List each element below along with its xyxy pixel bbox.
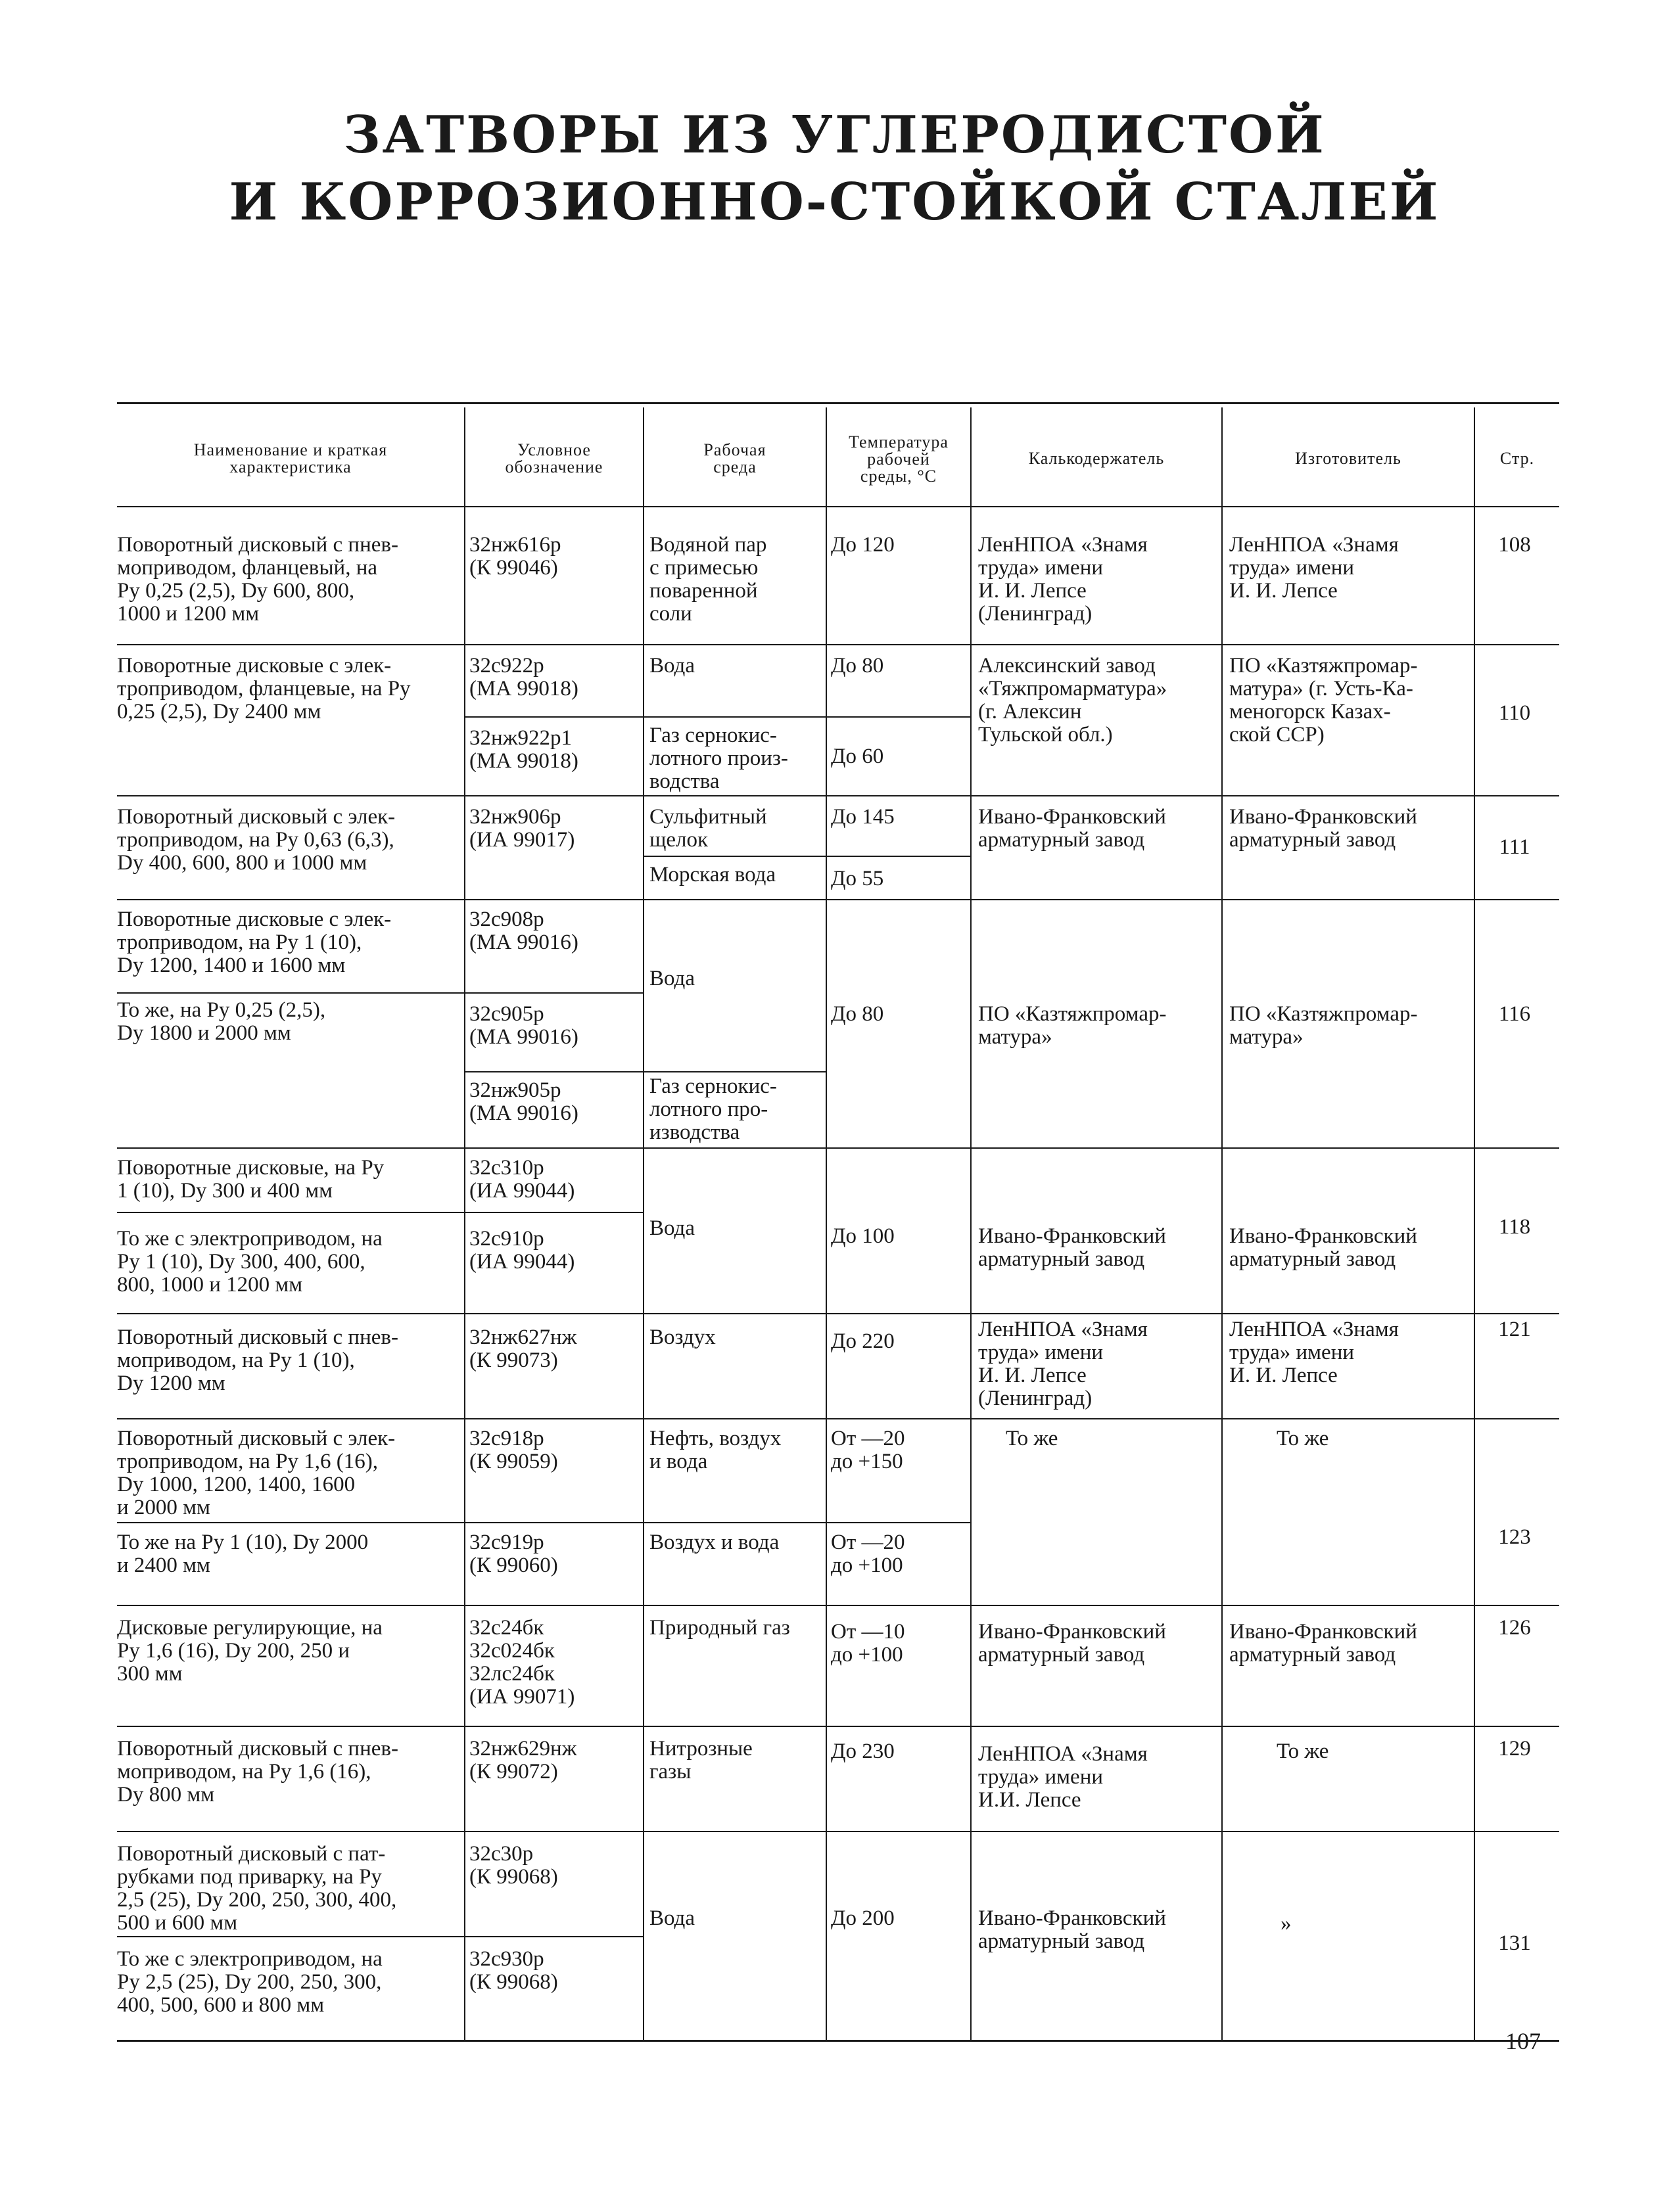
table-cell-page: 126 [1498,1616,1531,1640]
page-title-line-2: И КОРРОЗИОННО-СТОЙКОЙ СТАЛЕЙ [229,172,1440,232]
sub-rule [464,1071,826,1072]
table-cell-temperature: До 200 [831,1906,895,1930]
table-cell-temperature: До 145 [831,805,895,829]
header-temperature: Температура рабочей среды, °С [849,432,949,486]
table-cell-maker: Ивано-Франковский арматурный завод [1229,805,1417,852]
table-cell-designation: 32нж627нж (К 99073) [469,1325,577,1372]
table-cell-holder: То же [1006,1427,1058,1450]
header-name: Наименование и краткая характеристика [193,440,388,476]
table-cell-maker: » [1281,1912,1292,1935]
table-cell-maker: Ивано-Франковский арматурный завод [1229,1224,1417,1271]
row-rule [117,644,1559,645]
table-cell-holder: Ивано-Франковский арматурный завод [978,1906,1166,1953]
table-cell-page: 108 [1498,533,1531,557]
page-number: 107 [1505,2028,1541,2054]
table-cell-temperature: До 80 [831,1002,884,1026]
table-cell-medium: Вода [649,1216,695,1240]
table-cell-designation: 32нж616р (К 99046) [469,533,561,580]
row-rule [117,795,1559,796]
table-cell-designation: 32с905р (МА 99016) [469,1002,578,1049]
table-cell-temperature: До 55 [831,867,884,890]
header-designation: Условное обозначение [505,440,603,476]
page-title-line-1: ЗАТВОРЫ ИЗ УГЛЕРОДИСТОЙ [343,105,1326,165]
table-cell-name: Поворотные дисковые с элек- троприводом, на Pу 1 (10), Dу 1200, 1400 и 1600 мм [117,908,392,977]
header-medium: Рабочая среда [703,440,766,476]
sub-rule [117,992,643,994]
table-cell-designation: 32с922р (МА 99018) [469,654,578,701]
sub-rule [643,856,970,857]
table-cell-maker: ЛенНПОА «Знамя труда» имени И. И. Лепсе [1229,533,1399,603]
col-sep-1 [464,407,465,2040]
table-cell-temperature: До 100 [831,1224,895,1248]
header-bottom-rule [117,506,1559,507]
table-cell-page: 129 [1498,1737,1531,1761]
table-cell-page: 131 [1498,1931,1531,1955]
sub-rule [464,716,970,718]
table-cell-name: То же с электроприводом, на Pу 1 (10), Dу 300, 400, 600, 800, 1000 и 1200 мм [117,1227,383,1297]
table-cell-medium: Водяной пар с примесью поваренной соли [649,533,767,626]
sub-rule [117,1936,643,1937]
col-sep-2 [643,407,644,2040]
table-cell-name: Поворотный дисковый с пнев- моприводом, на Pу 1 (10), Dу 1200 мм [117,1325,398,1395]
table-cell-page: 110 [1498,701,1531,725]
row-rule [117,1418,1559,1419]
table-bottom-rule [117,2040,1559,2042]
table-cell-medium: Вода [649,967,695,990]
table-cell-medium: Воздух [649,1325,716,1349]
table-cell-temperature: До 220 [831,1329,895,1353]
table-top-rule [117,402,1559,404]
valves-table [117,402,1559,2042]
table-cell-page: 116 [1498,1002,1531,1026]
table-cell-maker: Ивано-Франковский арматурный завод [1229,1620,1417,1667]
table-cell-holder: ПО «Казтяжпромар- матура» [978,1002,1167,1049]
table-cell-medium: Газ сернокис- лотного про- изводства [649,1074,777,1144]
table-cell-temperature: От —20 до +100 [831,1531,905,1577]
table-cell-maker: ПО «Казтяжпромар- матура» [1229,1002,1418,1049]
table-cell-designation: 32с908р (МА 99016) [469,908,578,954]
table-cell-medium: Воздух и вода [649,1531,780,1554]
sub-rule [117,1522,970,1523]
table-cell-name: То же с электроприводом, на Pу 2,5 (25), Dу 200, 250, 300, 400, 500, 600 и 800 мм [117,1947,383,2017]
row-rule [117,899,1559,900]
table-cell-temperature: От —10 до +100 [831,1620,905,1667]
table-cell-name: Поворотный дисковый с пнев- моприводом, фланцевый, на Pу 0,25 (2,5), Dу 600, 800, 1000 и 1200 мм [117,533,398,626]
table-cell-name: Поворотный дисковый с элек- троприводом, на Pу 0,63 (6,3), Dу 400, 600, 800 и 1000 мм [117,805,396,875]
row-rule [117,1147,1559,1149]
table-cell-medium: Нитрозные газы [649,1737,753,1784]
table-cell-designation: 32с930р (К 99068) [469,1947,558,1994]
table-cell-maker: То же [1277,1427,1329,1450]
row-rule [117,1605,1559,1606]
table-cell-name: Поворотный дисковый с элек- троприводом, на Pу 1,6 (16), Dу 1000, 1200, 1400, 1600 и 2000 мм [117,1427,396,1519]
table-cell-page: 118 [1498,1215,1531,1239]
table-cell-temperature: До 60 [831,745,884,768]
table-cell-temperature: От —20 до +150 [831,1427,905,1473]
table-cell-page: 123 [1498,1525,1531,1549]
table-cell-designation: 32с24бк 32с024бк 32лс24бк (ИА 99071) [469,1616,575,1709]
table-cell-medium: Сульфитный щелок [649,805,767,852]
table-cell-medium: Газ сернокис- лотного произ- водства [649,724,788,793]
table-cell-medium: Вода [649,1906,695,1930]
table-cell-medium: Морская вода [649,863,776,887]
table-cell-holder: Алексинский завод «Тяжпромарматура» (г. Алексин Тульской обл.) [978,654,1167,747]
table-cell-page: 111 [1499,835,1530,859]
table-cell-designation: 32нж905р (МА 99016) [469,1078,578,1125]
table-cell-name: То же на Pу 1 (10), Dу 2000 и 2400 мм [117,1531,369,1577]
table-cell-page: 121 [1498,1318,1531,1341]
table-cell-designation: 32нж922р1 (МА 99018) [469,726,578,773]
row-rule [117,1831,1559,1832]
col-sep-3 [826,407,827,2040]
table-cell-designation: 32с918р (К 99059) [469,1427,558,1473]
table-cell-medium: Нефть, воздух и вода [649,1427,782,1473]
table-cell-name: Поворотный дисковый с пнев- моприводом, на Pу 1,6 (16), Dу 800 мм [117,1737,398,1807]
table-cell-temperature: До 120 [831,533,895,557]
table-cell-maker: ПО «Казтяжпромар- матура» (г. Усть-Ка- меногорск Казах- ской ССР) [1229,654,1418,747]
table-cell-holder: ЛенНПОА «Знамя труда» имени И.И. Лепсе [978,1742,1148,1812]
table-cell-holder: ЛенНПОА «Знамя труда» имени И. И. Лепсе (Ленинград) [978,1318,1148,1410]
table-cell-designation: 32с919р (К 99060) [469,1531,558,1577]
table-cell-name: То же, на Pу 0,25 (2,5), Dу 1800 и 2000 мм [117,998,326,1045]
table-cell-maker: То же [1277,1740,1329,1763]
row-rule [117,1313,1559,1314]
row-rule [117,1726,1559,1727]
table-cell-designation: 32с30р (К 99068) [469,1842,558,1889]
table-cell-medium: Природный газ [649,1616,790,1640]
header-holder: Калькодержатель [1028,449,1165,468]
table-cell-name: Поворотный дисковый с пат- рубками под приварку, на Pу 2,5 (25), Dу 200, 250, 300, 400, 500 и 600 мм [117,1842,397,1935]
table-cell-holder: Ивано-Франковский арматурный завод [978,1224,1166,1271]
header-page: Стр. [1499,449,1535,468]
table-cell-name: Поворотные дисковые, на Pу 1 (10), Dу 300 и 400 мм [117,1156,385,1203]
table-cell-holder: ЛенНПОА «Знамя труда» имени И. И. Лепсе (Ленинград) [978,533,1148,626]
table-cell-designation: 32нж629нж (К 99072) [469,1737,577,1784]
sub-rule [117,1212,643,1213]
col-sep-5 [1221,407,1223,2040]
table-cell-designation: 32нж906р (ИА 99017) [469,805,575,852]
table-cell-temperature: До 80 [831,654,884,678]
table-cell-designation: 32с310р (ИА 99044) [469,1156,575,1203]
table-cell-name: Дисковые регулирующие, на Pу 1,6 (16), Dу 200, 250 и 300 мм [117,1616,383,1686]
col-sep-4 [970,407,972,2040]
table-cell-medium: Вода [649,654,695,678]
table-cell-temperature: До 230 [831,1740,895,1763]
table-cell-designation: 32с910р (ИА 99044) [469,1227,575,1274]
table-cell-name: Поворотные дисковые с элек- троприводом, фланцевые, на Pу 0,25 (2,5), Dу 2400 мм [117,654,411,724]
table-cell-maker: ЛенНПОА «Знамя труда» имени И. И. Лепсе [1229,1318,1399,1387]
table-cell-holder: Ивано-Франковский арматурный завод [978,1620,1166,1667]
table-cell-holder: Ивано-Франковский арматурный завод [978,805,1166,852]
header-maker: Изготовитель [1295,449,1401,468]
